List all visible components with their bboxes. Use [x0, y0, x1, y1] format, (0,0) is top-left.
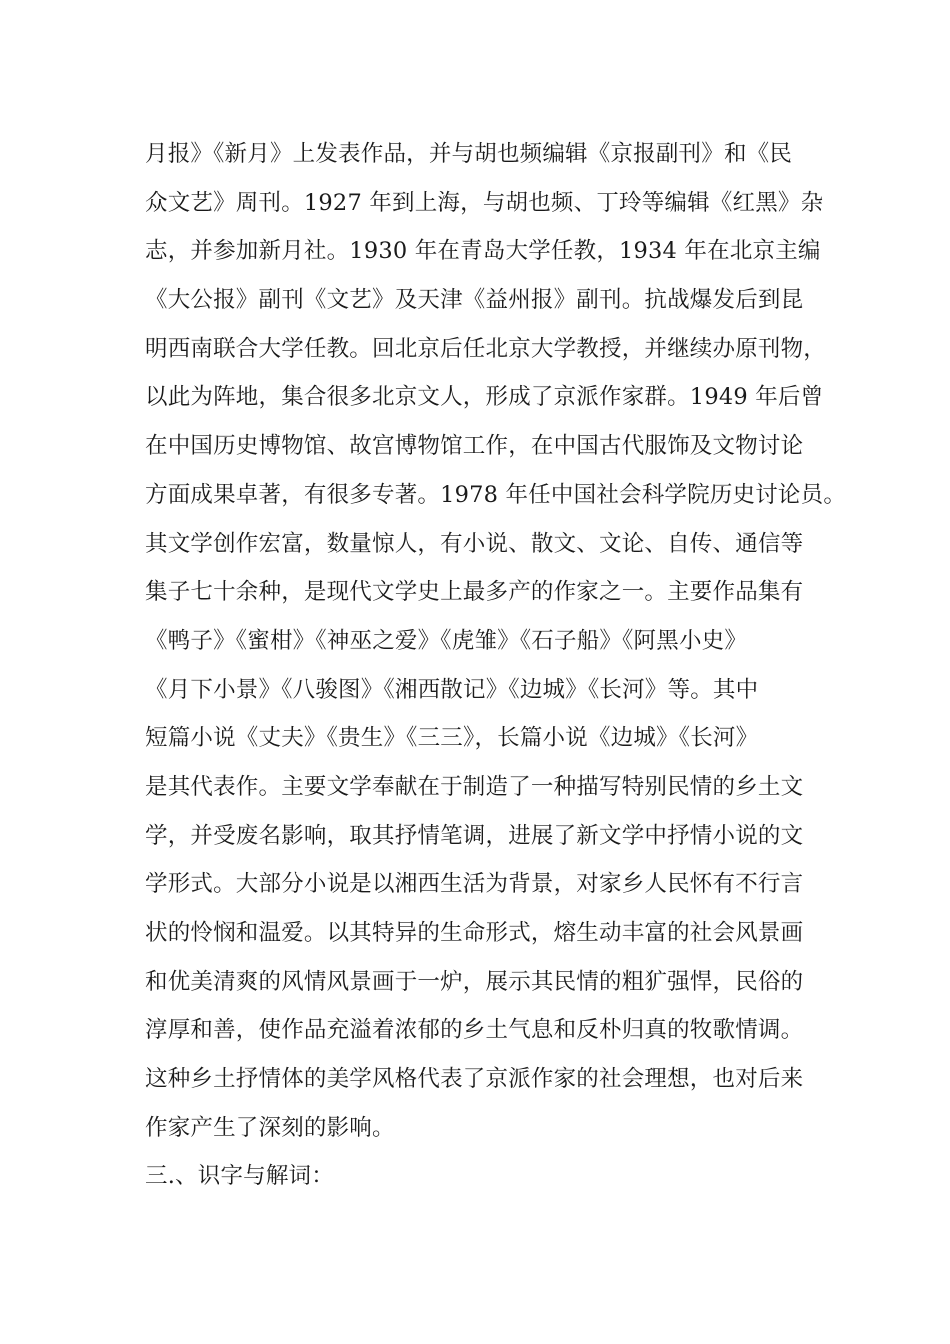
text-line: 淳厚和善，使作品充溢着浓郁的乡土气息和反朴归真的牧歌情调。: [145, 1017, 804, 1044]
text-line: 志，并参加新月社。1930 年在青岛大学任教，1934 年在北京主编: [145, 238, 821, 265]
text-line: 《大公报》副刊《文艺》及天津《益州报》副刊。抗战爆发后到昆: [145, 287, 804, 314]
text-line: 学，并受废名影响，取其抒情笔调，进展了新文学中抒情小说的文: [145, 822, 804, 849]
text-line: 是其代表作。主要文学奉献在于制造了一种描写特别民情的乡土文: [145, 773, 804, 800]
text-line: 其文学创作宏富，数量惊人，有小说、散文、文论、自传、通信等: [145, 530, 804, 557]
text-line: 作家产生了深刻的影响。: [145, 1114, 395, 1141]
text-line: 方面成果卓著，有很多专著。1978 年任中国社会科学院历史讨论员。: [145, 481, 847, 508]
text-line: 这种乡土抒情体的美学风格代表了京派作家的社会理想，也对后来: [145, 1066, 804, 1093]
text-line: 短篇小说《丈夫》《贵生》《三三》，长篇小说《边城》《长河》: [145, 725, 759, 752]
text-line: 明西南联合大学任教。回北京后任北京大学教授，并继续办原刊物，: [145, 335, 827, 362]
text-line: 《月下小景》《八骏图》《湘西散记》《边城》《长河》等。其中: [145, 676, 759, 703]
text-line: 学形式。大部分小说是以湘西生活为背景，对家乡人民怀有不行言: [145, 871, 804, 898]
body-text: [145, 130, 847, 1201]
text-line: 状的怜悯和温爱。以其特异的生命形式，熔生动丰富的社会风景画: [145, 920, 804, 946]
section-heading: 三.、识字与解词：: [145, 1163, 334, 1190]
text-line: 和优美清爽的风情风景画于一炉，展示其民情的粗犷强悍，民俗的: [145, 968, 804, 995]
text-line: 集子七十余种，是现代文学史上最多产的作家之一。主要作品集有: [145, 579, 804, 606]
text-line: 以此为阵地，集合很多北京文人，形成了京派作家群。1949 年后曾: [145, 384, 824, 411]
text-line: 在中国历史博物馆、故宫博物馆工作，在中国古代服饰及文物讨论: [145, 433, 804, 460]
text-line: 月报》《新月》上发表作品，并与胡也频编辑《京报副刊》和《民: [145, 141, 793, 167]
text-line: 众文艺》周刊。1927 年到上海，与胡也频、丁玲等编辑《红黑》杂: [145, 189, 824, 216]
text-line: 《鸭子》《蜜柑》《神巫之爱》《虎雏》《石子船》《阿黑小史》: [145, 627, 748, 654]
